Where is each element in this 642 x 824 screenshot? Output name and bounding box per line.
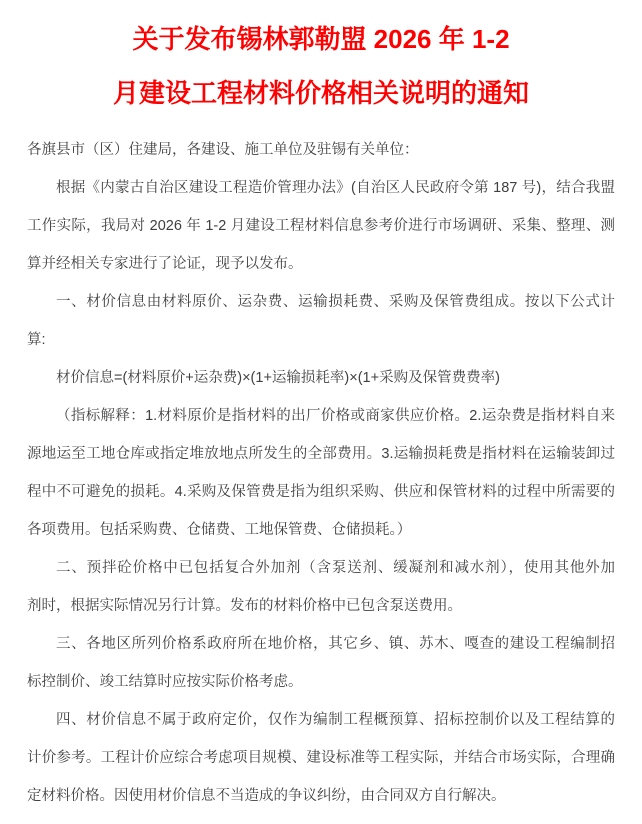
text-line: 二、预拌砼价格中已包括复合外加剂（含泵送剂、缓凝剂和减水剂），使用其他外加 xyxy=(56,560,615,576)
text-line: 算并经相关专家进行了论证，现予以发布。 xyxy=(27,256,303,272)
text-line: 定材料价格。因使用材价信息不当造成的争议纠纷，由合同双方自行解决。 xyxy=(27,788,506,804)
text-line: 材价信息=(材料原价+运杂费)×(1+运输损耗率)×(1+采购及保管费费率) xyxy=(56,370,500,386)
text-line: 程中不可避免的损耗。4.采购及保管费是指为组织采购、供应和保管材料的过程中所需要的 xyxy=(27,484,615,500)
notice-title-line-2: 月建设工程材料价格相关说明的通知 xyxy=(112,78,529,108)
text-line: 算: xyxy=(27,332,46,348)
notice-body xyxy=(27,131,615,815)
text-line: 三、各地区所列价格系政府所在地价格，其它乡、镇、苏木、嘎查的建设工程编制招 xyxy=(56,636,615,652)
text-line: 根据《内蒙古自治区建设工程造价管理办法》(自治区人民政府令第 187 号)，结合我盟 xyxy=(56,180,615,196)
text-line: 各项费用。包括采购费、仓储费、工地保管费、仓储损耗。） xyxy=(27,522,412,538)
text-line: 四、材价信息不属于政府定价，仅作为编制工程概预算、招标控制价以及工程结算的 xyxy=(56,712,615,728)
text-line: 源地运至工地仓库或指定堆放地点所发生的全部费用。3.运输损耗费是指材料在运输装卸过 xyxy=(27,446,615,462)
text-line: 标控制价、竣工结算时应按实际价格考虑。 xyxy=(27,674,303,690)
text-line: 计价参考。工程计价应综合考虑项目规模、建设标准等工程实际，并结合市场实际，合理确 xyxy=(27,750,615,766)
text-line: 工作实际，我局对 2026 年 1-2 月建设工程材料信息参考价进行市场调研、采集、整理、测 xyxy=(27,218,615,234)
text-line: （指标解释：1.材料原价是指材料的出厂价格或商家供应价格。2.运杂费是指材料自来 xyxy=(56,408,615,424)
notice-title-line-1: 关于发布锡林郭勒盟 2026 年 1-2 xyxy=(132,24,510,54)
notice-title xyxy=(27,12,615,120)
text-line: 一、材价信息由材料原价、运杂费、运输损耗费、采购及保管费组成。按以下公式计 xyxy=(56,294,615,310)
text-line: 剂时，根据实际情况另行计算。发布的材料价格中已包含泵送费用。 xyxy=(27,598,462,614)
text-line: 各旗县市（区）住建局，各建设、施工单位及驻锡有关单位： xyxy=(27,142,419,158)
